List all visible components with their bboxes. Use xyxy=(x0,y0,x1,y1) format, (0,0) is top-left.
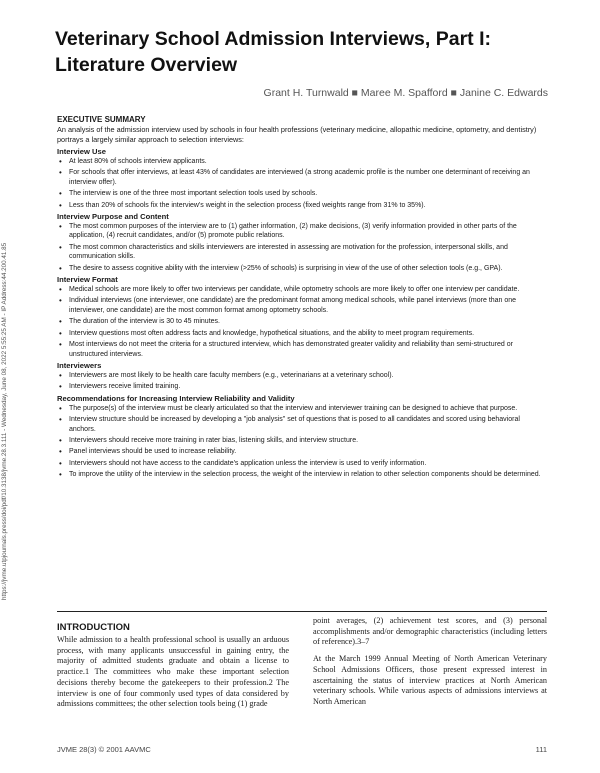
summary-section-heading: Recommendations for Increasing Interview Reliability and Validity xyxy=(57,393,295,403)
summary-bullet: • The interview is one of the three most important selection tools used by schools. xyxy=(57,189,547,198)
summary-bullet-list xyxy=(57,285,547,359)
summary-bullet: • Less than 20% of schools fix the interview's weight in the selection process (fixed weights range from 31% to 35%). xyxy=(57,201,547,210)
right-column xyxy=(313,616,547,714)
introduction-continued: point averages, (2) achievement test scores, and (3) personal accomplishments and/or demographic characteristics (including letters of reference).3–7 xyxy=(313,616,547,647)
summary-bullet: • At least 80% of schools interview applicants. xyxy=(57,157,547,166)
left-column xyxy=(57,622,289,716)
summary-bullet: • Most interviews do not meet the criteria for a structured interview, which has demonstrated greater validity and reliability than semi-structured or unstructured interviews. xyxy=(57,340,547,359)
author-list: Grant H. Turnwald ■ Maree M. Spafford ■ Janine C. Edwards xyxy=(263,87,548,99)
executive-summary xyxy=(57,114,547,482)
download-watermark: https://jvme.utpjournals.press/doi/pdf/10.3138/jvme.28.3.111 - Wednesday, June 08, 2022 5:55:25 AM - IP Address:44.200.41.85 xyxy=(1,242,8,600)
summary-bullet: • Interviewers should receive more training in rater bias, listening skills, and interview structure. xyxy=(57,436,547,445)
summary-section-heading: Interviewers xyxy=(57,360,102,370)
summary-bullet-list xyxy=(57,371,547,392)
summary-bullet: • The desire to assess cognitive ability with the interview (>25% of schools) is surprising in view of the use of other selection tools (e.g., GPA). xyxy=(57,264,547,273)
summary-sections xyxy=(57,147,547,480)
journal-citation: JVME 28(3) © 2001 AAVMC xyxy=(57,745,151,754)
introduction-paragraph-2: At the March 1999 Annual Meeting of North American Veterinary School Admissions Officers, those present expressed interest in ascertaining the status of interview practices at North American veterinary schools. While various aspects of admissions interviews at North American xyxy=(313,654,547,706)
summary-bullet: • The duration of the interview is 30 to 45 minutes. xyxy=(57,317,547,326)
introduction-heading: INTRODUCTION xyxy=(57,622,130,633)
summary-bullet: • Panel interviews should be used to increase reliability. xyxy=(57,447,547,456)
summary-intro: An analysis of the admission interview used by schools in four health professions (veterinary medicine, allopathic medicine, optometry, and dentistry) portrays a largely similar approach to selection interviews: xyxy=(57,125,537,144)
summary-section-heading: Interview Format xyxy=(57,275,118,285)
article-title: Veterinary School Admission Interviews, Part I: Literature Overview xyxy=(55,28,491,76)
introduction-paragraph: While admission to a health professional school is usually an arduous process, with many applicants unsuccessful in gaining entry, the majority of admitted students graduate and obtain a license to practice.1 The committees who make these important selection decisions thereby become the gatekeepers to their profession.2 The interview is one of four commonly used types of data considered by admissions committees; the other selection tools being (1) grade xyxy=(57,635,289,709)
summary-bullet: • Interview questions most often address facts and knowledge, hypothetical situations, and the ability to meet program requirements. xyxy=(57,329,547,338)
section-divider xyxy=(57,611,547,612)
summary-bullet: • Interview structure should be increased by developing a "job analysis" set of questions that is posed to all candidates and scored using behavioral anchors. xyxy=(57,415,547,434)
summary-bullet-list xyxy=(57,157,547,210)
summary-bullet: • Interviewers should not have access to the candidate's application unless the interview is used to verify information. xyxy=(57,459,547,468)
summary-bullet: • Interviewers are most likely to be health care faculty members (e.g., veterinarians at a veterinary school). xyxy=(57,371,547,380)
summary-bullet: • For schools that offer interviews, at least 43% of candidates are interviewed (a strong academic profile is the number one determinant of receiving an interview offer). xyxy=(57,168,547,187)
summary-bullet: • The most common characteristics and skills interviewers are interested in assessing are motivation for the profession, interpersonal skills, and communication skills. xyxy=(57,243,547,262)
summary-bullet: • The most common purposes of the interview are to (1) gather information, (2) make decisions, (3) verify information provided in other parts of the application, (4) recruit candidates, and/or (5) promote public relations. xyxy=(57,222,547,241)
summary-bullet: • The purpose(s) of the interview must be clearly articulated so that the interview and interviewer training can be designed to achieve that purpose. xyxy=(57,404,547,413)
summary-bullet: • To improve the utility of the interview in the selection process, the weight of the interview in relation to other selection components should be determined. xyxy=(57,470,547,479)
summary-bullet-list xyxy=(57,404,547,480)
summary-bullet: • Medical schools are more likely to offer two interviews per candidate, while optometry schools are more likely to offer one interview per candidate. xyxy=(57,285,547,294)
summary-bullet-list xyxy=(57,222,547,273)
summary-bullet: • Individual interviews (one interviewer, one candidate) are the predominant format among medical schools, while panel interviews (more than one interviewer, one candidate) are the most common format among optometry schools. xyxy=(57,296,547,315)
summary-section-heading: Interview Use xyxy=(57,147,106,156)
summary-title: EXECUTIVE SUMMARY xyxy=(57,115,146,124)
page-number: 111 xyxy=(535,745,547,754)
summary-bullet: • Interviewers receive limited training. xyxy=(57,382,547,391)
summary-section-heading: Interview Purpose and Content xyxy=(57,212,169,222)
